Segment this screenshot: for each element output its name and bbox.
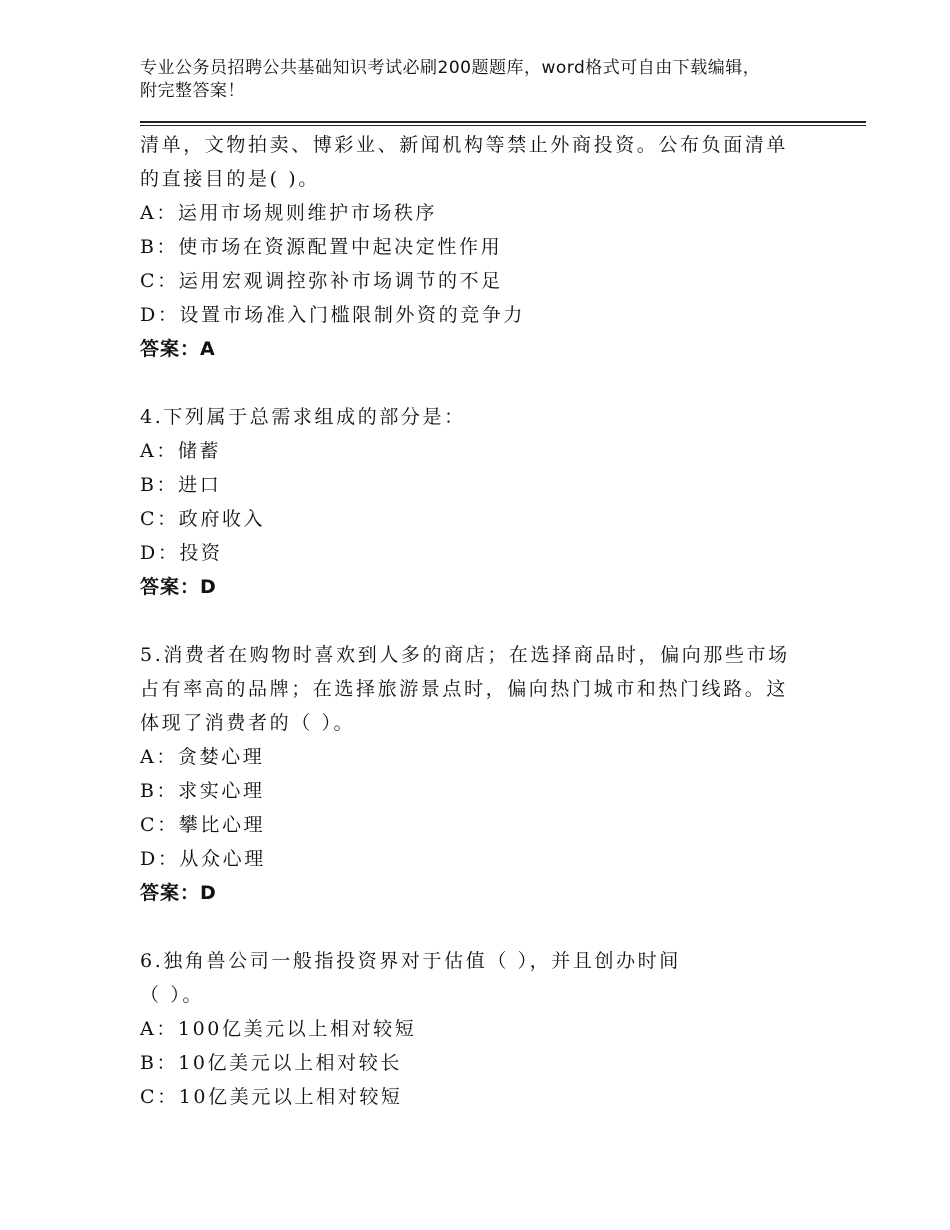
option-c: C：攀比心理 [140, 814, 266, 836]
question-stem: （ ）。 [140, 984, 204, 1006]
option-b: B：使市场在资源配置中起决定性作用 [140, 236, 503, 258]
question-4 [140, 400, 820, 604]
question-stem: 体现了消费者的（ ）。 [140, 712, 356, 734]
option-d: D：从众心理 [140, 848, 266, 870]
option-b: B：求实心理 [140, 780, 265, 802]
option-d: D：投资 [140, 542, 223, 564]
question-stem: 4.下列属于总需求组成的部分是： [140, 406, 466, 428]
spacer [140, 366, 820, 400]
header-line-2: 附完整答案！ [140, 81, 245, 101]
option-c: C：运用宏观调控弥补市场调节的不足 [140, 270, 503, 292]
header-line-1: 专业公务员招聘公共基础知识考试必刷200题题库，word格式可自由下载编辑， [140, 58, 761, 78]
question-stem: 5.消费者在购物时喜欢到人多的商店；在选择商品时，偏向那些市场 [140, 644, 790, 666]
option-d: D：设置市场准入门槛限制外资的竞争力 [140, 304, 526, 326]
spacer [140, 604, 820, 638]
question-stem: 的直接目的是( )。 [140, 168, 320, 190]
option-a: A：储蓄 [140, 440, 222, 462]
question-3 [140, 128, 820, 366]
answer-label: 答案：D [140, 882, 217, 904]
question-5 [140, 638, 820, 910]
option-a: A：贪婪心理 [140, 746, 265, 768]
question-stem: 6.独角兽公司一般指投资界对于估值（ ），并且创办时间 [140, 950, 681, 972]
header-divider-thin [140, 125, 866, 126]
option-a: A：100亿美元以上相对较短 [140, 1018, 417, 1040]
question-stem: 清单，文物拍卖、博彩业、新闻机构等禁止外商投资。公布负面清单 [140, 134, 789, 156]
spacer [140, 910, 820, 944]
question-6 [140, 944, 820, 1114]
answer-label: 答案：A [140, 338, 216, 360]
header-divider [140, 121, 866, 123]
option-c: C：政府收入 [140, 508, 266, 530]
option-b: B：10亿美元以上相对较长 [140, 1052, 402, 1074]
option-a: A：运用市场规则维护市场秩序 [140, 202, 438, 224]
question-content [140, 128, 820, 1114]
question-stem: 占有率高的品牌；在选择旅游景点时，偏向热门城市和热门线路。这 [140, 678, 789, 700]
page-header [140, 57, 840, 103]
answer-label: 答案：D [140, 576, 217, 598]
option-b: B：进口 [140, 474, 222, 496]
option-c: C：10亿美元以上相对较短 [140, 1086, 403, 1108]
